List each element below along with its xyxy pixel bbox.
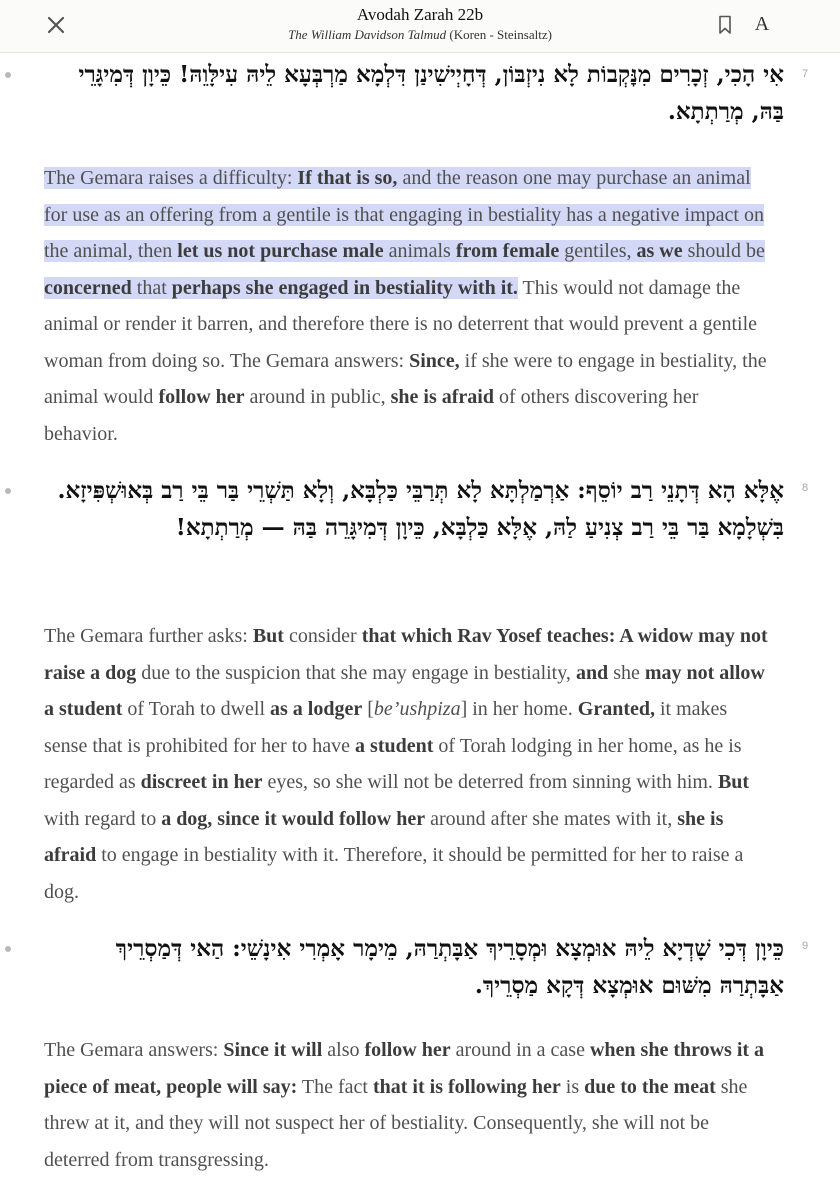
english-text: The Gemara further asks: But consider that which Rav Yosef teaches: A widow may not raise a dog due to the suspicion that she may engage in bestiality, and she may not allow a student of Torah to dwell as a lodger [be’ushpiza] in her home. Granted, it makes sense that is prohibited for her to have a student of Torah lodging in her home, as he is regarded as discreet in her eyes, so she will not be deterred from sinning with him. But with regard to a dog, since it would follow her around after she mates with it, she is afraid to engage in bestiality with it. Therefore, it should be permitted for her to raise a dog. xyxy=(44,625,768,903)
highlighted-passage: The Gemara raises a difficulty: If that is so, and the reason one may purchase an animal for use as an offering from a gentile is that engaging in bestiality has a negative impact on the animal, then let us not purchase male animals from female gentiles, as we should be concerned that perhaps she engaged in bestiality with it. xyxy=(44,167,765,299)
hebrew-text: אֶלָּא הָא דְּתָנֵי רַב יוֹסֵף: אַרְמַלְתָּא לָא תְּרַבֵּי כַּלְבָּא, וְלָא תַּשְׁרֵי בַּר בֵּי רַב בְּאוּשְׁפִּיזָא. בִּשְׁלָמָא בַּר בֵּי רַב צְנִיעַ לַהּ, אֶלָּא כַּלְבָּא, כֵּיוָן דְּמִיגָּרֵה בַּהּ — מְרַתְתָא! xyxy=(57,477,784,541)
bookmark-icon xyxy=(718,15,732,35)
segment-number: 9 xyxy=(802,940,809,952)
hebrew-text: כֵּיוָן דְּכִי שָׁדְיָא לֵיהּ אוּמְצָא וּמְסָרֵיךְ אַבָּתְרַהּ, מֵימָר אָמְרִי אִינָשֵׁי: הַאי דְּמַסְרֵיךְ אַבָּתְרַהּ מִשּׁוּם אוּמְצָא דְּקָא מַסְרֵיךְ. xyxy=(115,935,784,999)
reader-header xyxy=(0,0,840,53)
text-segment[interactable] xyxy=(0,470,840,920)
text-segment[interactable] xyxy=(0,930,840,1195)
segment-number: 8 xyxy=(802,482,809,494)
work-title: The William Davidson Talmud xyxy=(288,27,447,42)
page-title: Avodah Zarah 22b xyxy=(356,5,484,24)
text-segment[interactable] xyxy=(0,52,840,462)
segment-number: 7 xyxy=(802,68,809,80)
segment-bullet xyxy=(5,72,11,78)
bookmark-button[interactable] xyxy=(712,10,738,40)
segment-bullet xyxy=(5,946,11,952)
english-text: The Gemara raises a difficulty: If that is so, and the reason one may purchase an animal for use as an offering from a gentile is that engaging in bestiality has a negative impact on the animal, then let us not purchase male animals from female gentiles, as we should be concerned that perhaps she engaged in bestiality with it. This would not damage the animal or render it barren, and therefore there is no deterrent that would prevent a gentile woman from doing so. The Gemara answers: Since, if she were to engage in bestiality, the animal would follow her around in public, she is afraid of others discovering her behavior. xyxy=(44,167,767,445)
english-text: The Gemara answers: Since it will also follow her around in a case when she throws it a piece of meat, people will say: The fact that it is following her is due to the meat she threw at it, and they will not suspect her of bestiality. Consequently, she will not be deterred from transgressing. xyxy=(44,1039,765,1171)
edition-label: (Koren - Steinsaltz) xyxy=(446,27,552,42)
segment-bullet xyxy=(5,488,11,494)
hebrew-text: אִי הָכִי, זְכָרִים מִנׇּקְבוֹת לָא נִיזְבּוֹן, דְּחָיְישִׁינַן דִּלְמָא מַרְבְּעָא לֵיהּ עִילָּוֵהּ! כֵּיוָן דְּמִיגָּרֵי בַּהּ, מְרַתְתָא. xyxy=(78,61,784,125)
font-size-button[interactable]: A xyxy=(754,12,770,35)
